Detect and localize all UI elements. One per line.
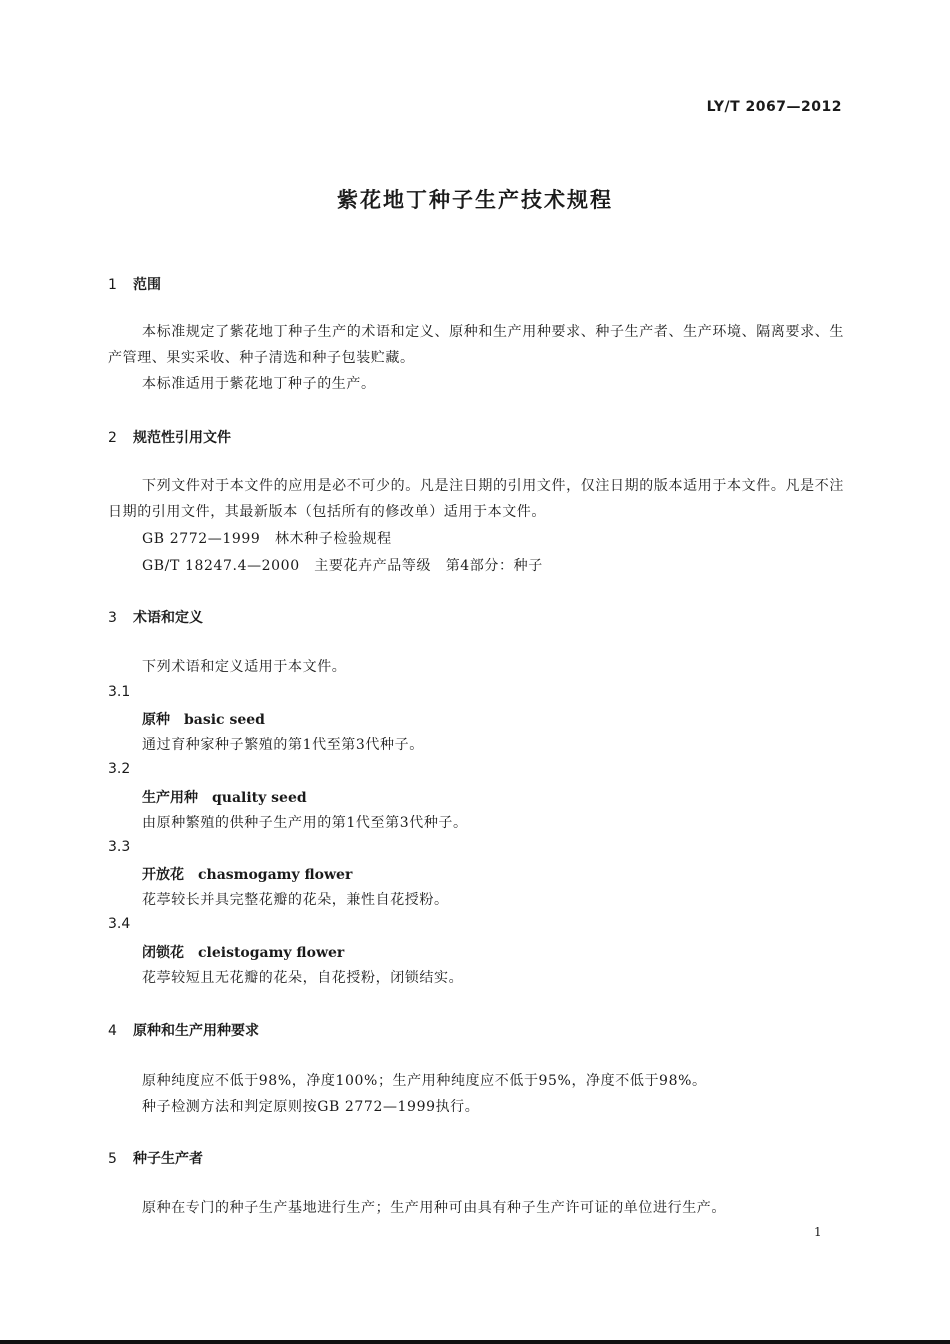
term-definition: 花葶较长并具完整花瓣的花朵，兼性自花授粉。 [142, 892, 449, 908]
section-number: 4 [108, 1023, 117, 1039]
section-title: 原种和生产用种要求 [133, 1023, 259, 1039]
term-title: 开放花 chasmogamy flower [142, 867, 353, 883]
term-number: 3.2 [108, 761, 131, 777]
reference-1: GB 2772—1999 林木种子检验规程 [142, 531, 392, 547]
page-number: 1 [814, 1225, 822, 1239]
section-4-line-2: 种子检测方法和判定原则按GB 2772—1999执行。 [142, 1099, 480, 1115]
section-number: 2 [108, 430, 117, 446]
term-definition: 由原种繁殖的供种子生产用的第1代至第3代种子。 [142, 815, 468, 831]
section-5-line-1: 原种在专门的种子生产基地进行生产；生产用种可由具有种子生产许可证的单位进行生产。 [142, 1200, 726, 1216]
term-number: 3.3 [108, 839, 131, 855]
term-title: 原种 basic seed [142, 712, 265, 728]
section-title: 术语和定义 [133, 610, 203, 626]
section-2-paragraph: 下列文件对于本文件的应用是必不可少的。凡是注日期的引用文件，仅注日期的版本适用于本文件。凡是不注日期的引用文件，其最新版本（包括所有的修改单）适用于本文件。 [108, 478, 844, 520]
term-number: 3.1 [108, 684, 131, 700]
standard-code: LY/T 2067—2012 [706, 99, 842, 115]
term-title: 闭锁花 cleistogamy flower [142, 945, 345, 961]
section-1-heading [108, 274, 161, 294]
reference-2: GB/T 18247.4—2000 主要花卉产品等级 第4部分：种子 [142, 558, 543, 574]
section-4-line-1: 原种纯度应不低于98%，净度100%；生产用种纯度应不低于95%，净度不低于98%。 [142, 1073, 707, 1089]
term-number: 3.4 [108, 916, 131, 932]
section-2-heading [108, 427, 231, 447]
section-1-paragraph-1: 本标准规定了紫花地丁种子生产的术语和定义、原种和生产用种要求、种子生产者、生产环境、隔离要求、生产管理、果实采收、种子清选和种子包装贮藏。 [108, 324, 844, 366]
section-number: 5 [108, 1151, 117, 1167]
section-5-heading [108, 1148, 203, 1168]
section-number: 1 [108, 277, 117, 293]
term-definition: 花葶较短且无花瓣的花朵，自花授粉，闭锁结实。 [142, 970, 464, 986]
document-title: 紫花地丁种子生产技术规程 [337, 188, 613, 212]
section-title: 规范性引用文件 [133, 430, 231, 446]
section-title: 种子生产者 [133, 1151, 203, 1167]
section-3-intro: 下列术语和定义适用于本文件。 [142, 659, 347, 675]
section-3-heading [108, 607, 203, 627]
term-title: 生产用种 quality seed [142, 790, 307, 806]
section-4-heading [108, 1020, 259, 1040]
bottom-edge-rule [0, 1340, 950, 1344]
section-1-paragraph-2: 本标准适用于紫花地丁种子的生产。 [142, 376, 376, 392]
term-definition: 通过育种家种子繁殖的第1代至第3代种子。 [142, 737, 424, 753]
section-number: 3 [108, 610, 117, 626]
section-title: 范围 [133, 277, 161, 293]
